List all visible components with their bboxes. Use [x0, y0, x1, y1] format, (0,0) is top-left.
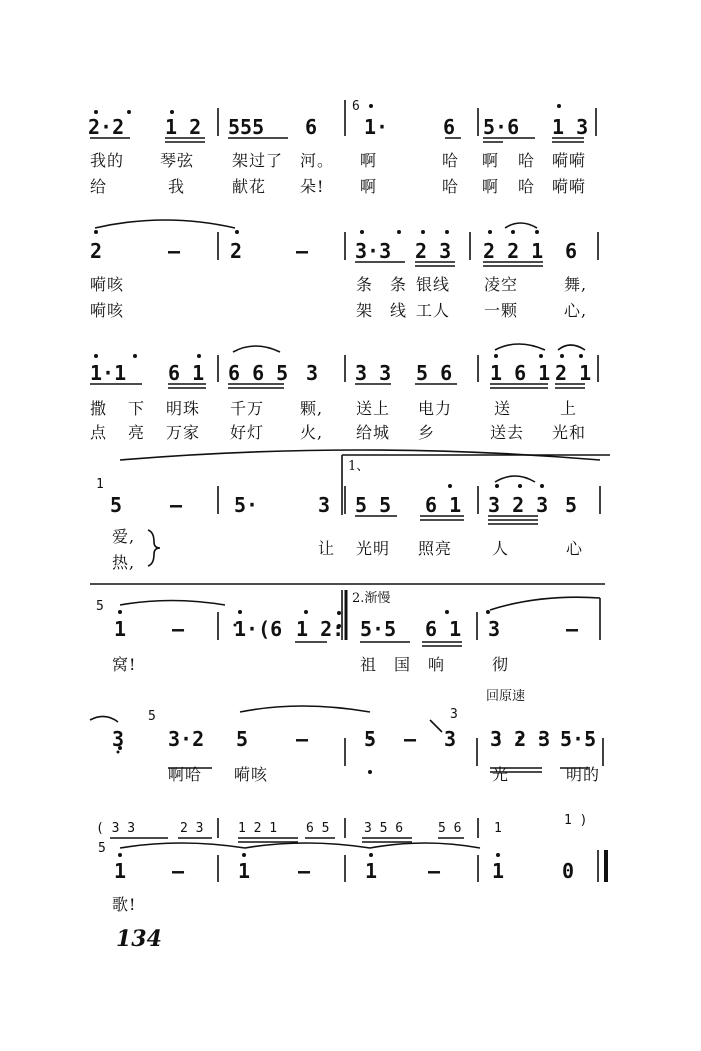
grace-note: 1	[96, 477, 104, 492]
lyric: 条	[390, 275, 408, 294]
lyric: 下	[128, 399, 146, 418]
note: 3·2	[168, 727, 205, 751]
note: 6	[443, 115, 456, 139]
lyric: 光明	[356, 539, 391, 558]
note: 1·	[364, 115, 389, 139]
lyric: 撒	[90, 399, 108, 418]
lyric: 爱,	[112, 527, 136, 546]
note: —	[404, 727, 417, 751]
lyric: 河。	[300, 151, 335, 170]
lyric: 国	[394, 655, 412, 674]
lyric: 给	[90, 177, 108, 196]
lyric: 条	[356, 275, 374, 294]
lyric: 工人	[416, 301, 451, 320]
accompaniment-note: 5 6	[438, 821, 462, 836]
note: —	[428, 859, 441, 883]
note: —	[298, 859, 311, 883]
lyric: 嗬咳	[90, 275, 125, 294]
lyric: 一颗	[484, 301, 519, 320]
lyric: 颗,	[300, 399, 324, 418]
lyric: 舞,	[564, 275, 588, 294]
lyric: 啊	[360, 151, 378, 170]
note: 5	[236, 727, 249, 751]
note: 5 6	[416, 361, 453, 385]
note: —	[296, 239, 309, 263]
accompaniment-note: 1	[494, 821, 502, 836]
note: 1 6 1	[490, 361, 551, 385]
accompaniment-note: 2 3	[180, 821, 204, 836]
note: 3	[306, 361, 319, 385]
lyric: 彻	[492, 655, 510, 674]
grace-note: 5	[96, 599, 104, 614]
lyric: 嗬嗬	[552, 177, 587, 196]
lyric: 心,	[564, 301, 588, 320]
note: 1	[114, 617, 127, 641]
grace-note: 5	[148, 709, 156, 724]
note: 6	[305, 115, 318, 139]
lyric: 啊哈	[168, 765, 203, 784]
note: 3·3	[355, 239, 392, 263]
lyric: 让	[318, 539, 336, 558]
note: 5	[364, 727, 377, 751]
note: 1 3	[552, 115, 589, 139]
lyric: 千万	[230, 399, 265, 418]
grace-note: 6	[352, 99, 360, 114]
lyric: 照亮	[418, 539, 453, 558]
lyric: 火,	[300, 423, 324, 442]
note: 2·2	[88, 115, 125, 139]
accompaniment-note: 1 2 1	[238, 821, 278, 836]
note: 3 2 3	[488, 493, 549, 517]
lyric: 电力	[418, 399, 453, 418]
note: 1	[114, 859, 127, 883]
note: 6	[565, 239, 578, 263]
accompaniment-note: 1 )	[564, 813, 588, 828]
lyric: 送	[494, 399, 512, 418]
lyric: 人	[492, 539, 510, 558]
note: 3	[488, 617, 501, 641]
lyric: 光和	[552, 423, 587, 442]
note: 6 6 5	[228, 361, 289, 385]
lyric: 啊	[482, 151, 500, 170]
accompaniment-note: 3 5 6	[364, 821, 404, 836]
note: 1·1	[90, 361, 127, 385]
lyric: 架	[356, 301, 374, 320]
lyric: 朵!	[300, 177, 325, 196]
note: 6 1	[425, 617, 462, 641]
lyric: 歌!	[112, 895, 137, 914]
lyric: 好灯	[230, 423, 265, 442]
lyric: 线	[390, 301, 408, 320]
volta-first-ending: 1、	[348, 459, 370, 474]
note: 2 3	[415, 239, 452, 263]
lyric: 嗬咳	[90, 301, 125, 320]
lyric: 点	[90, 423, 108, 442]
note: 2	[230, 239, 243, 263]
note: 6 1	[168, 361, 205, 385]
lyric: 上	[560, 399, 578, 418]
note: 3	[318, 493, 331, 517]
lyric: 明珠	[166, 399, 201, 418]
lyric: 嗬嗬	[552, 151, 587, 170]
note: —	[172, 859, 185, 883]
note: 1	[238, 859, 251, 883]
note: —	[170, 493, 183, 517]
lyric: 乡	[418, 423, 436, 442]
note: 2	[90, 239, 103, 263]
note: 1 2:	[296, 617, 345, 641]
accompaniment-note: 6 5	[306, 821, 330, 836]
accompaniment-note: ( 3 3	[96, 821, 136, 836]
lyric: 架过了	[232, 151, 284, 170]
tempo-marking: 回原速	[486, 689, 526, 704]
note: 5	[110, 493, 123, 517]
note: 555	[228, 115, 265, 139]
volta-second-ending: 2.渐慢	[352, 591, 391, 606]
note: —	[566, 617, 579, 641]
lyric: 响	[428, 655, 446, 674]
lyric: 送去	[490, 423, 525, 442]
lyric: 嗬咳	[234, 765, 269, 784]
note: 6 1	[425, 493, 462, 517]
lyric: 啊	[482, 177, 500, 196]
lyric: 哈	[442, 151, 460, 170]
note: —	[296, 727, 309, 751]
note: 5 5	[355, 493, 392, 517]
lyric: 窝!	[112, 655, 137, 674]
note: 1 2	[165, 115, 202, 139]
lyric: 送上	[356, 399, 391, 418]
lyric: 哈	[442, 177, 460, 196]
lyric: 哈	[518, 151, 536, 170]
note: —	[168, 239, 181, 263]
note: 2 1	[555, 361, 592, 385]
note: 3	[444, 727, 457, 751]
lyric: 亮	[128, 423, 146, 442]
note: 3 3	[355, 361, 392, 385]
grace-note: 5	[98, 841, 106, 856]
lyric: 我	[168, 177, 186, 196]
note: 1·(6	[234, 617, 283, 641]
note: 1	[492, 859, 505, 883]
note: 5·5	[360, 617, 397, 641]
lyric: 凌空	[484, 275, 519, 294]
lyric: 献花	[232, 177, 267, 196]
note: 2 2 1	[483, 239, 544, 263]
lyric: 给城	[356, 423, 391, 442]
lyric: 万家	[166, 423, 201, 442]
lyric: 琴弦	[160, 151, 195, 170]
note: 5	[565, 493, 578, 517]
note: 1	[365, 859, 378, 883]
lyric: 明的	[566, 765, 601, 784]
page-number: 134	[116, 926, 162, 952]
lyric: 祖	[360, 655, 378, 674]
note: 5·6	[483, 115, 520, 139]
lyric: 我的	[90, 151, 125, 170]
lyric: 哈	[518, 177, 536, 196]
note: 5·	[234, 493, 259, 517]
grace-note: 3	[450, 707, 458, 722]
lyric: 银线	[416, 275, 451, 294]
lyric: 热,	[112, 553, 136, 572]
note: 0	[562, 859, 575, 883]
note: 3	[112, 727, 125, 751]
lyric: 光	[492, 765, 510, 784]
note: 5·5	[560, 727, 597, 751]
note: —	[172, 617, 185, 641]
lyric: 心	[566, 539, 584, 558]
lyric: 啊	[360, 177, 378, 196]
note: 3 2 3	[490, 727, 551, 751]
